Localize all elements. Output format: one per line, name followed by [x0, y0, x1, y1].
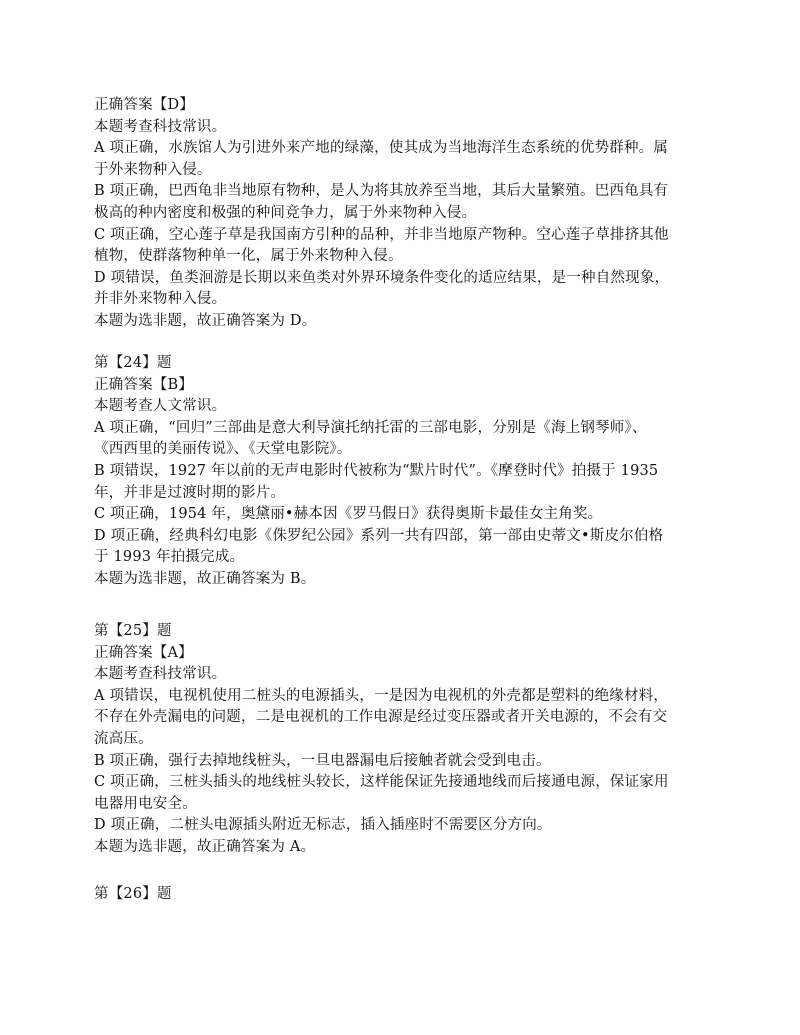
option-b-line-1: B 项正确，巴西龟非当地原有物种，是人为将其放养至当地，其后大量繁殖。巴西龟具有 — [94, 183, 669, 200]
option-a-line-1: A 项正确，水族馆人为引进外来产地的绿藻，使其成为当地海洋生态系统的优势群种。属 — [94, 140, 669, 157]
option-a-line-1: A 项错误，电视机使用二桩头的电源插头，一是因为电视机的外壳都是塑料的绝缘材料， — [94, 687, 669, 704]
option-b-line-2: 极高的种内密度和极强的种间竞争力，属于外来物种入侵。 — [94, 204, 477, 221]
question-number: 第【24】题 — [94, 355, 172, 371]
option-b-line-2: 年，并非是过渡时期的影片。 — [94, 484, 286, 501]
option-d-line-2: 于 1993 年拍摄完成。 — [94, 549, 245, 566]
option-c-line-2: 植物，使群落物种单一化，属于外来物种入侵。 — [94, 248, 403, 265]
option-c-line-1: C 项正确，1954 年，奥黛丽•赫本因《罗马假日》获得奥斯卡最佳女主角奖。 — [94, 506, 603, 523]
option-a-line-2: 不存在外壳漏电的问题，二是电视机的工作电源是经过变压器或者开关电源的，不会有交 — [94, 709, 668, 726]
option-c-line-1: C 项正确，空心莲子草是我国南方引种的品种，并非当地原产物种。空心莲子草排挤其他 — [94, 226, 669, 243]
question-section-25 — [94, 621, 714, 859]
option-a-line-2: 于外来物种入侵。 — [94, 161, 212, 178]
answer-section-23 — [94, 95, 714, 333]
conclusion-line: 本题为选非题，故正确答案为 D。 — [94, 312, 317, 329]
option-b-line-1: B 项错误，1927 年以前的无声电影时代被称为“默片时代”。《摩登时代》拍摄于 1935 — [94, 462, 659, 479]
option-a-line-3: 流高压。 — [94, 730, 153, 747]
question-number: 第【25】题 — [94, 623, 172, 639]
option-a-line-1: A 项正确，“回归”三部曲是意大利导演托纳托雷的三部电影，分别是《海上钢琴师》、 — [94, 419, 647, 436]
option-d-line-1: D 项正确，经典科幻电影《侏罗纪公园》系列一共有四部，第一部由史蒂文•斯皮尔伯格 — [94, 527, 664, 544]
topic-line: 本题考查科技常识。 — [94, 666, 227, 683]
option-d-line-2: 并非外来物种入侵。 — [94, 291, 227, 308]
conclusion-line: 本题为选非题，故正确答案为 B。 — [94, 570, 316, 587]
option-c-line-2: 电器用电安全。 — [94, 795, 197, 812]
question-number: 第【26】题 — [94, 886, 172, 902]
topic-line: 本题考查科技常识。 — [94, 118, 227, 135]
option-d-line-1: D 项错误，鱼类洄游是长期以来鱼类对外界环境条件变化的适应结果，是一种自然现象， — [94, 269, 670, 286]
option-b-line-1: B 项正确，强行去掉地线桩头，一旦电器漏电后接触者就会受到电击。 — [94, 752, 551, 769]
answer-heading: 正确答案【D】 — [94, 97, 195, 113]
option-c-line-1: C 项正确，三桩头插头的地线桩头较长，这样能保证先接通地线而后接通电源，保证家用 — [94, 774, 669, 791]
question-section-26 — [94, 884, 714, 906]
answer-heading: 正确答案【B】 — [94, 376, 194, 393]
conclusion-line: 本题为选非题，故正确答案为 A。 — [94, 838, 316, 855]
option-a-line-2: 《西西里的美丽传说》、《天堂电影院》。 — [94, 441, 352, 458]
topic-line: 本题考查人文常识。 — [94, 398, 227, 415]
option-d-line-1: D 项正确，二桩头电源插头附近无标志，插入插座时不需要区分方向。 — [94, 817, 552, 834]
question-section-24 — [94, 353, 714, 591]
answer-heading: 正确答案【A】 — [94, 644, 193, 661]
